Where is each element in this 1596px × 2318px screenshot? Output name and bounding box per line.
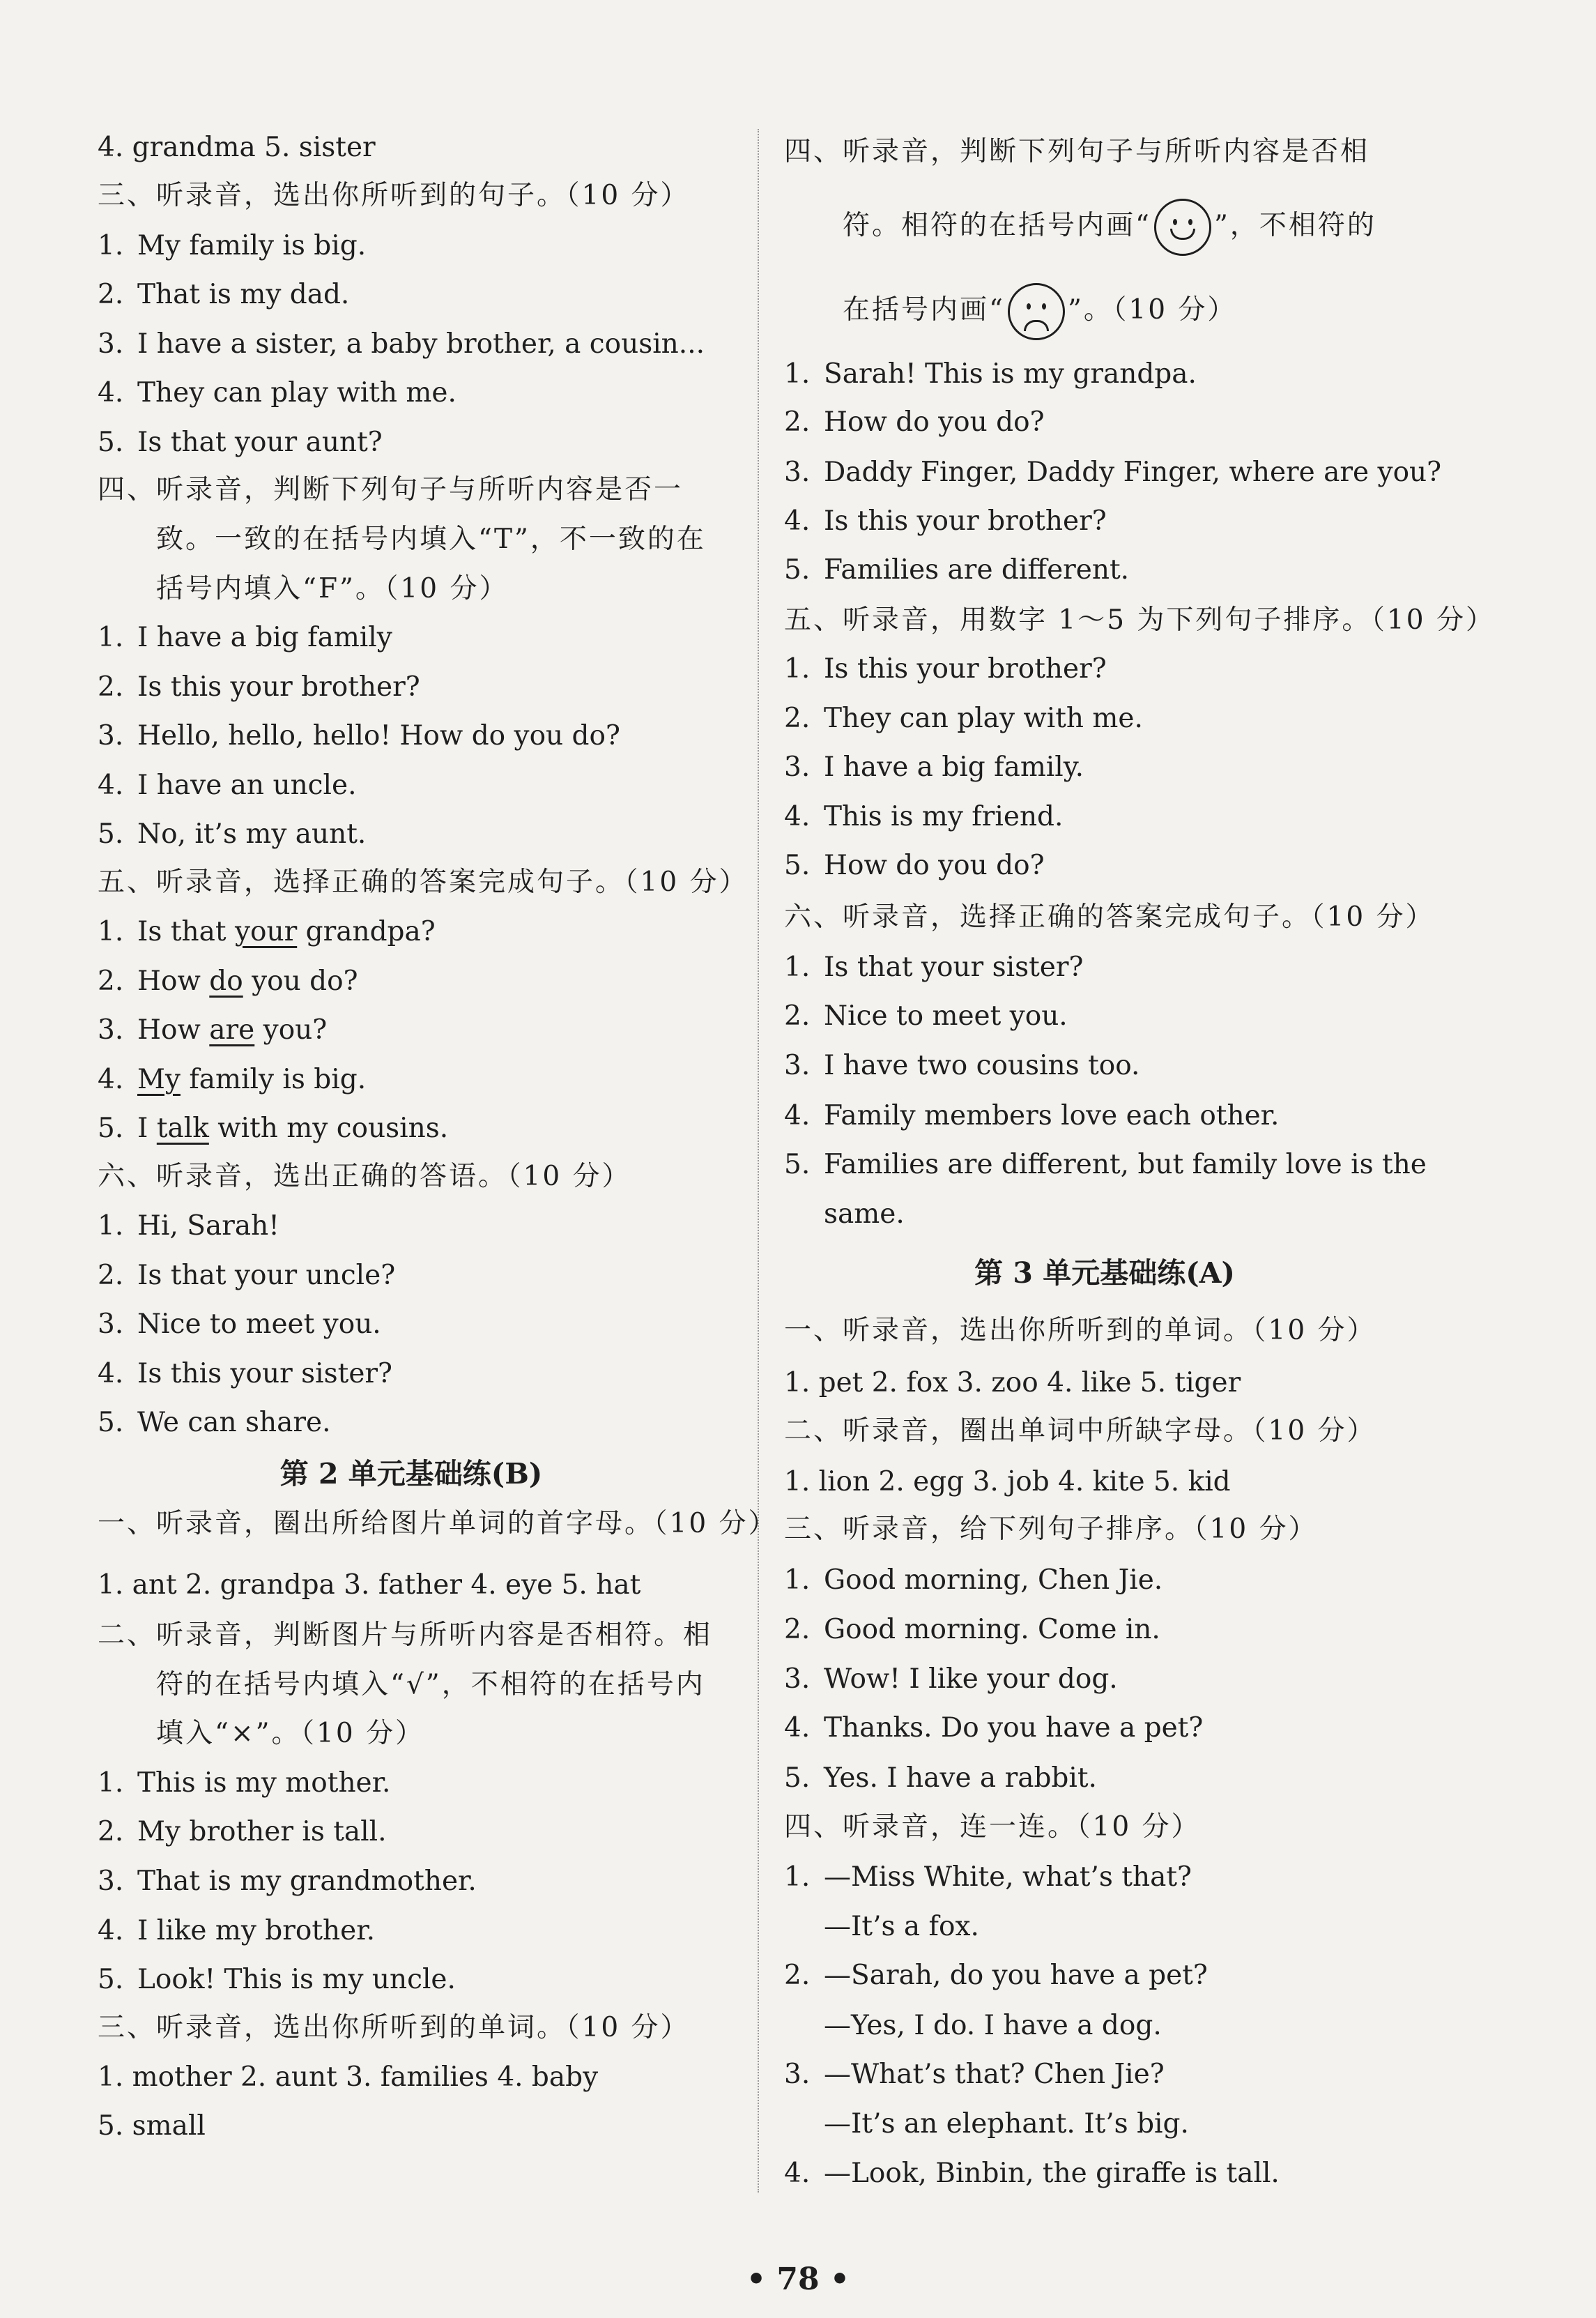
- section-heading: 六、听录音，选择正确的答案完成句子。（10 分）: [784, 901, 1435, 933]
- unit-title: 第 2 单元基础练(B): [279, 1457, 543, 1490]
- text-line: 1. mother 2. aunt 3. families 4. baby: [98, 2061, 599, 2093]
- list-item: 4. I like my brother.: [98, 1915, 375, 1946]
- list-item: 1. My family is big.: [98, 230, 367, 261]
- unit-title: 第 3 单元基础练(A): [974, 1256, 1235, 1290]
- list-item: 5. Look! This is my uncle.: [98, 1964, 456, 1995]
- section-heading-cont: 括号内填入“F”。（10 分）: [156, 573, 509, 604]
- section-heading: 三、听录音，选出你所听到的单词。（10 分）: [98, 2012, 690, 2043]
- text-line: 5. small: [98, 2110, 206, 2142]
- smiley-face-icon: [1154, 199, 1211, 256]
- list-item: 5. How do you do?: [784, 850, 1045, 881]
- section-heading: 三、听录音，给下列句子排序。（10 分）: [784, 1513, 1318, 1545]
- list-item: 3. Daddy Finger, Daddy Finger, where are you?: [784, 457, 1442, 488]
- list-item: 4. Is this your brother?: [784, 505, 1107, 537]
- list-item: 1. I have a big family: [98, 622, 392, 653]
- list-item: 1. Is that your grandpa?: [98, 916, 436, 947]
- list-item: 4. My family is big.: [98, 1064, 367, 1095]
- list-item: 5. Families are different, but family love is the: [784, 1149, 1427, 1180]
- list-item: 4. Thanks. Do you have a pet?: [784, 1712, 1204, 1744]
- list-item: 3. That is my grandmother.: [98, 1866, 477, 1897]
- column-divider: [758, 129, 759, 2193]
- section-heading-cont: 符。相符的在括号内画“ ”，不相符的: [784, 199, 1376, 256]
- text-line: 1. ant 2. grandpa 3. father 4. eye 5. hat: [98, 1569, 641, 1601]
- list-item: 2. Is that your uncle?: [98, 1260, 396, 1291]
- section-heading: 三、听录音，选出你所听到的句子。（10 分）: [98, 180, 690, 211]
- dialogue-line: —It’s an elephant. It’s big.: [824, 2108, 1189, 2140]
- dialogue-line: —It’s a fox.: [824, 1911, 979, 1942]
- text-line: same.: [824, 1198, 905, 1230]
- list-item: 2. —Sarah, do you have a pet?: [784, 1960, 1208, 1991]
- list-item: 5. I talk with my cousins.: [98, 1113, 449, 1144]
- section-heading: 六、听录音，选出正确的答语。（10 分）: [98, 1161, 631, 1192]
- list-item: 1. Is this your brother?: [784, 653, 1107, 685]
- list-item: 2. Nice to meet you.: [784, 1000, 1068, 1032]
- page-number: • 78 •: [746, 2262, 850, 2297]
- list-item: 1. —Miss White, what’s that?: [784, 1861, 1192, 1893]
- list-item: 2. That is my dad.: [98, 279, 350, 310]
- list-item: 5. Yes. I have a rabbit.: [784, 1762, 1097, 1794]
- section-heading: 二、听录音，圈出单词中所缺字母。（10 分）: [784, 1415, 1376, 1447]
- section-heading: 一、听录音，选出你所听到的单词。（10 分）: [784, 1315, 1376, 1346]
- section-heading: 四、听录音，连一连。（10 分）: [784, 1811, 1201, 1843]
- text-line: 4. grandma 5. sister: [98, 132, 376, 163]
- section-heading-cont: 符的在括号内填入“√”，不相符的在括号内: [156, 1669, 705, 1700]
- section-heading-cont: 致。一致的在括号内填入“T”，不一致的在: [156, 524, 706, 555]
- list-item: 2. How do you do?: [784, 406, 1045, 438]
- list-item: 5. No, it’s my aunt.: [98, 818, 367, 850]
- list-item: 1. Sarah! This is my grandpa.: [784, 358, 1197, 390]
- list-item: 3. Wow! I like your dog.: [784, 1663, 1118, 1695]
- list-item: 2. My brother is tall.: [98, 1816, 387, 1847]
- section-heading: 四、听录音，判断下列句子与所听内容是否相: [784, 136, 1370, 167]
- list-item: 3. Nice to meet you.: [98, 1309, 381, 1340]
- list-item: 1. Good morning, Chen Jie.: [784, 1564, 1163, 1596]
- list-item: 5. Is that your aunt?: [98, 427, 383, 458]
- list-item: 3. How are you?: [98, 1014, 328, 1046]
- section-heading-cont: 填入“×”。（10 分）: [156, 1718, 425, 1749]
- list-item: 3. Hello, hello, hello! How do you do?: [98, 720, 620, 752]
- list-item: 5. We can share.: [98, 1407, 331, 1438]
- list-item: 3. I have a sister, a baby brother, a cousin...: [98, 328, 705, 360]
- section-heading: 五、听录音，用数字 1～5 为下列句子排序。（10 分）: [784, 604, 1495, 636]
- list-item: 3. I have a big family.: [784, 752, 1084, 783]
- list-item: 2. They can play with me.: [784, 703, 1143, 734]
- list-item: 2. Good morning. Come in.: [784, 1614, 1160, 1645]
- list-item: 2. Is this your brother?: [98, 671, 420, 703]
- text-line: 1. lion 2. egg 3. job 4. kite 5. kid: [784, 1466, 1231, 1497]
- section-heading: 一、听录音，圈出所给图片单词的首字母。（10 分）: [98, 1508, 778, 1539]
- text-line: 1. pet 2. fox 3. zoo 4. like 5. tiger: [784, 1367, 1241, 1398]
- section-heading: 四、听录音，判断下列句子与所听内容是否一: [98, 474, 684, 505]
- list-item: 2. How do you do?: [98, 966, 358, 997]
- list-item: 4. Is this your sister?: [98, 1358, 392, 1389]
- list-item: 4. They can play with me.: [98, 377, 456, 409]
- list-item: 4. I have an uncle.: [98, 770, 357, 801]
- list-item: 4. This is my friend.: [784, 801, 1064, 832]
- list-item: 1. Hi, Sarah!: [98, 1210, 279, 1242]
- section-heading: 二、听录音，判断图片与所听内容是否相符。相: [98, 1619, 713, 1651]
- list-item: 5. Families are different.: [784, 554, 1130, 586]
- list-item: 1. Is that your sister?: [784, 952, 1084, 983]
- list-item: 4. —Look, Binbin, the giraffe is tall.: [784, 2158, 1280, 2189]
- section-heading: 五、听录音，选择正确的答案完成句子。（10 分）: [98, 867, 749, 898]
- list-item: 3. —What’s that? Chen Jie?: [784, 2059, 1165, 2090]
- list-item: 1. This is my mother.: [98, 1767, 391, 1799]
- list-item: 4. Family members love each other.: [784, 1100, 1280, 1131]
- dialogue-line: —Yes, I do. I have a dog.: [824, 2010, 1162, 2041]
- sad-face-icon: [1008, 283, 1065, 340]
- section-heading-cont: 在括号内画“ ”。（10 分）: [784, 283, 1236, 340]
- list-item: 3. I have two cousins too.: [784, 1050, 1140, 1081]
